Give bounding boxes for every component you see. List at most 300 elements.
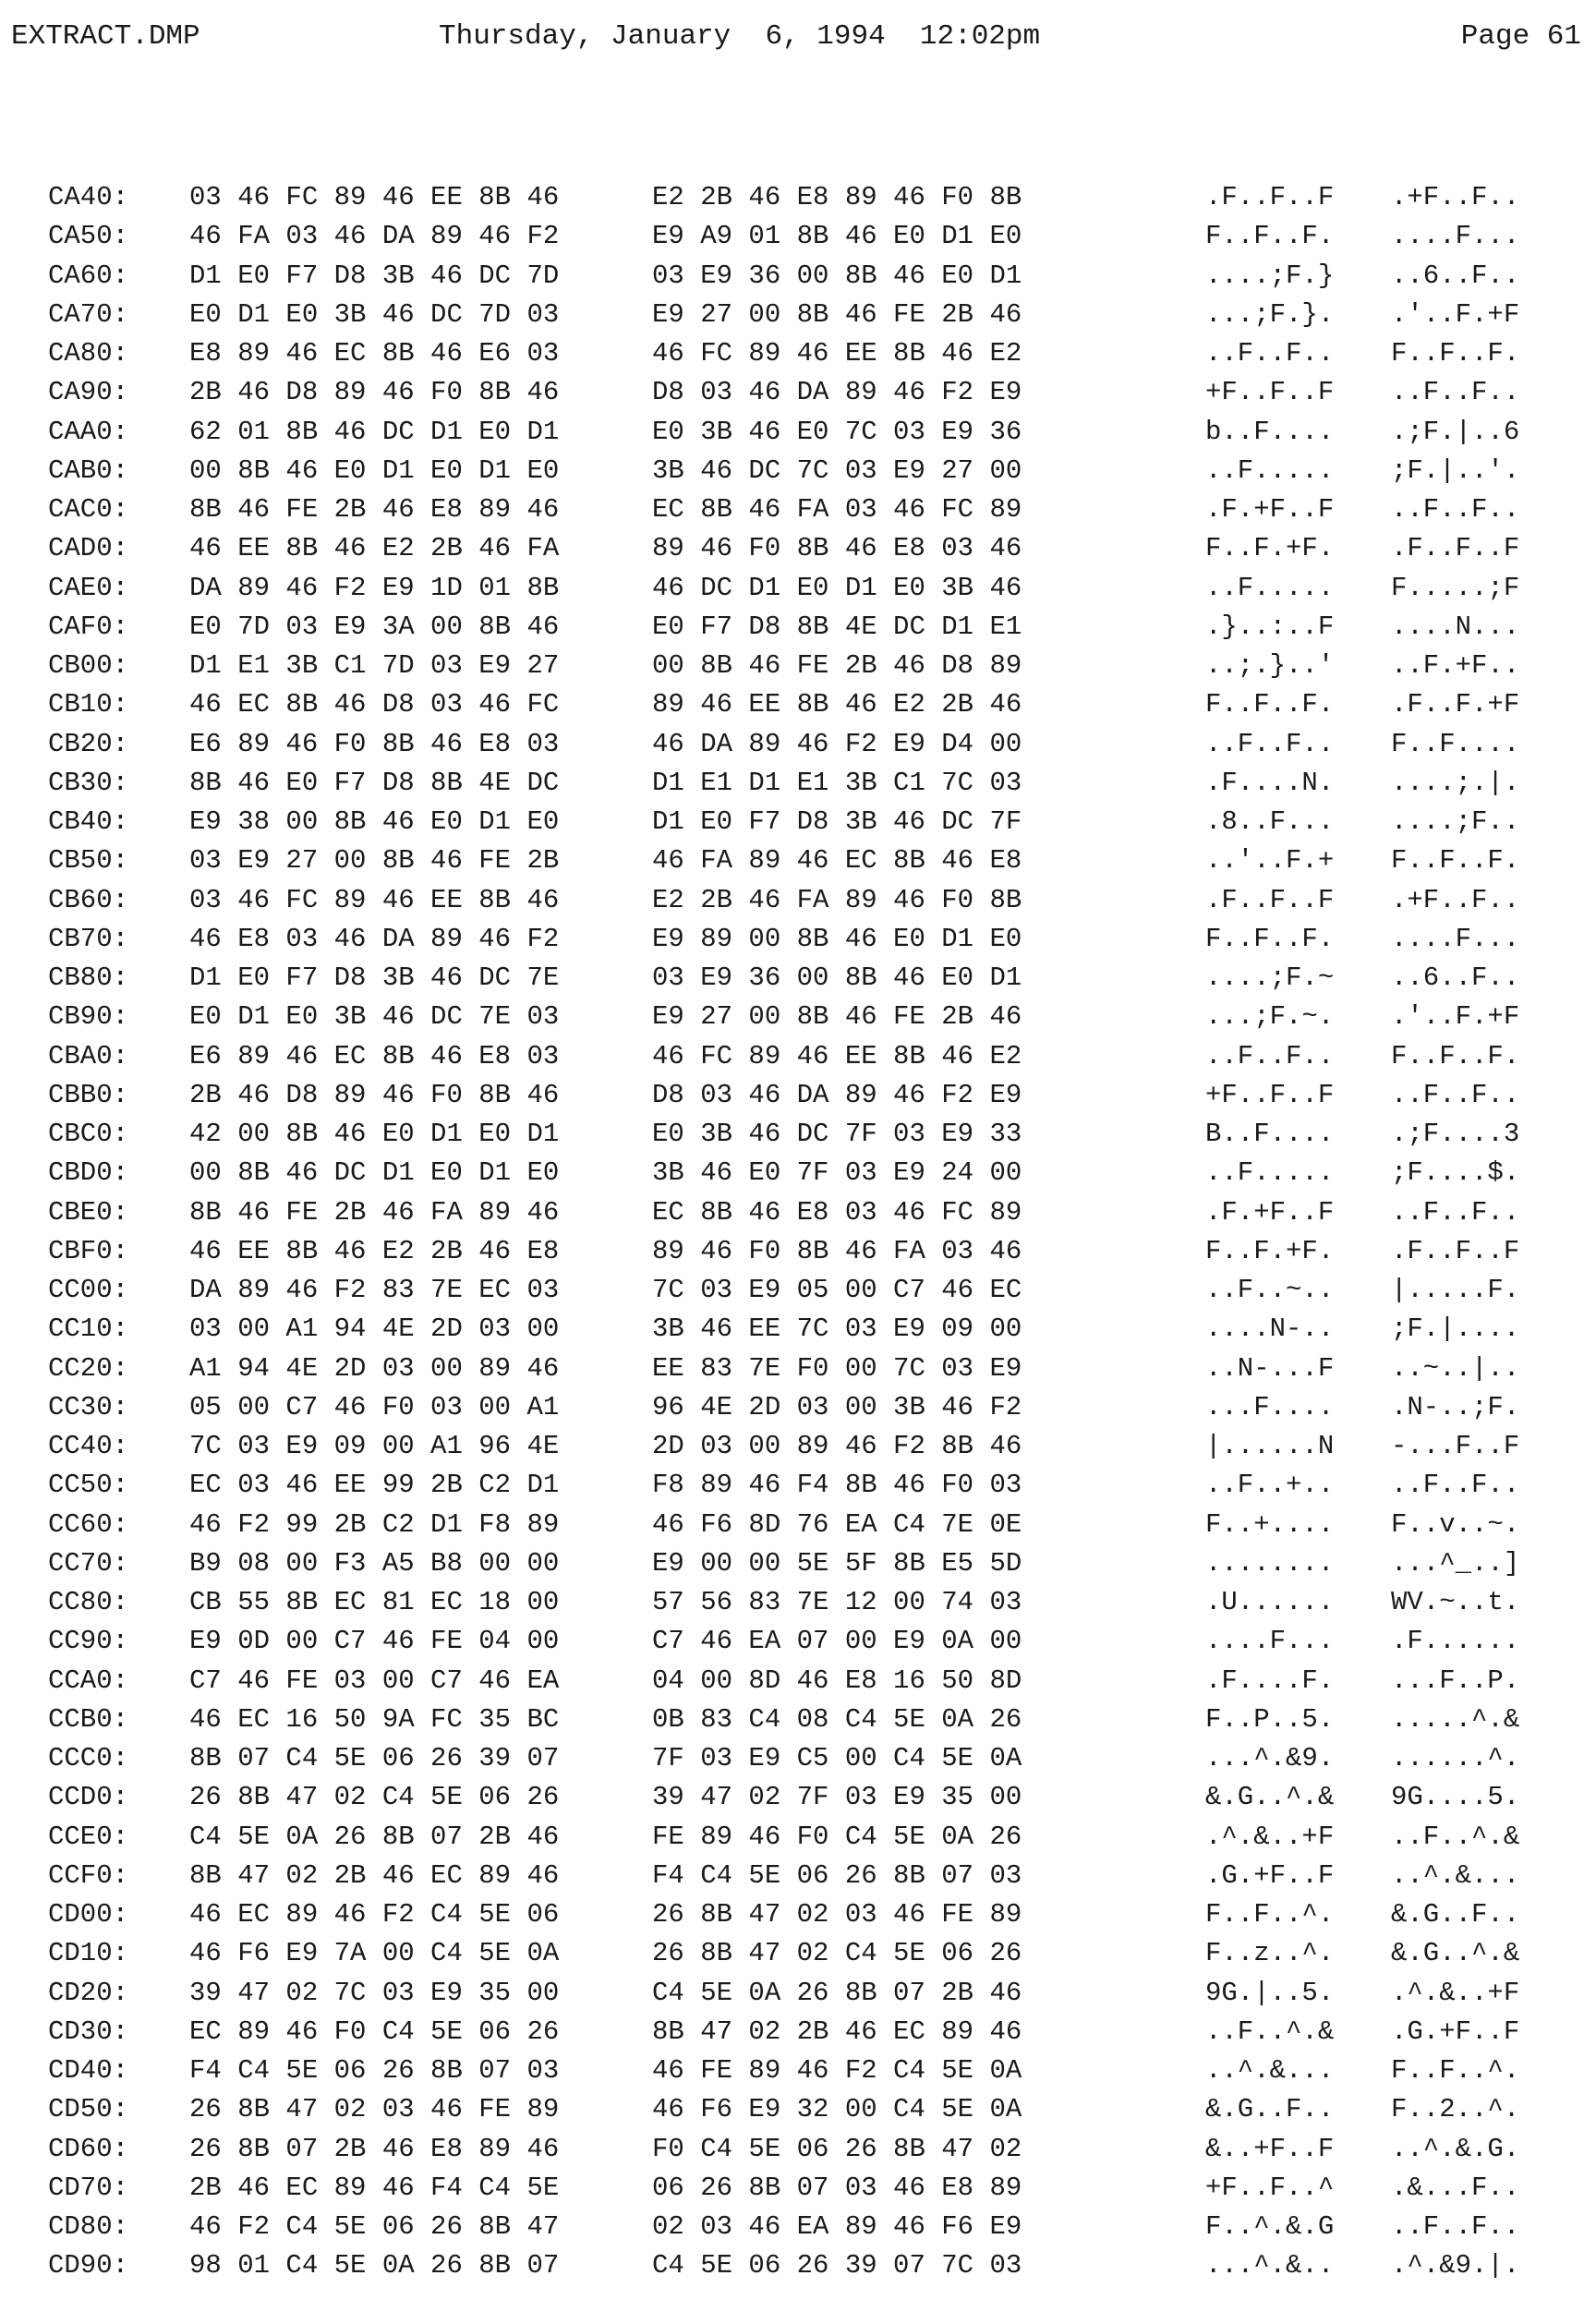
dump-row <box>0 1506 1596 1544</box>
ascii-left: ..F..F.. <box>1205 338 1335 369</box>
hex-bytes-left: 46 F2 99 2B C2 D1 F8 89 <box>189 1508 560 1540</box>
row-address: CAA0: <box>48 416 129 447</box>
ascii-right: ..6..F.. <box>1391 962 1520 993</box>
hex-bytes-left: 8B 46 FE 2B 46 FA 89 46 <box>189 1196 560 1228</box>
ascii-left: ..F..F.. <box>1205 1040 1335 1071</box>
print-datetime: Thursday, January 6, 1994 12:02pm <box>439 20 1041 53</box>
dump-row <box>0 2090 1596 2129</box>
hex-bytes-right: 46 F6 8D 76 EA C4 7E 0E <box>652 1508 1022 1540</box>
row-address: CD80: <box>48 2211 129 2242</box>
row-address: CD00: <box>48 1899 129 1930</box>
hex-bytes-left: 8B 07 C4 5E 06 26 39 07 <box>189 1743 560 1773</box>
row-address: CB10: <box>48 689 129 720</box>
ascii-right: F..F..F. <box>1391 845 1520 877</box>
hex-bytes-right: 7C 03 E9 05 00 C7 46 EC <box>652 1275 1022 1305</box>
hex-bytes-left: 2B 46 D8 89 46 F0 8B 46 <box>189 377 560 408</box>
row-address: CCE0: <box>48 1821 129 1852</box>
dump-row <box>0 2013 1596 2052</box>
hex-bytes-left: E6 89 46 EC 8B 46 E8 03 <box>189 1040 560 1071</box>
hex-bytes-right: 26 8B 47 02 03 46 FE 89 <box>652 1899 1022 1930</box>
ascii-left: ...^.&9. <box>1205 1743 1335 1773</box>
dump-row <box>0 490 1596 529</box>
ascii-right: .G.+F..F <box>1391 2015 1520 2047</box>
row-address: CB80: <box>48 962 129 993</box>
dump-row <box>0 841 1596 880</box>
row-address: CBE0: <box>48 1196 129 1228</box>
ascii-right: .+F..F.. <box>1391 884 1520 915</box>
ascii-left: F..+.... <box>1205 1508 1335 1540</box>
ascii-left: F..F..F. <box>1205 221 1335 252</box>
ascii-right: &.G..F.. <box>1391 1899 1520 1930</box>
ascii-right: ..~..|.. <box>1391 1352 1520 1384</box>
hex-bytes-right: F0 C4 5E 06 26 8B 47 02 <box>652 2133 1022 2164</box>
row-address: CAC0: <box>48 494 129 525</box>
dump-row <box>0 1974 1596 2013</box>
row-address: CBC0: <box>48 1119 129 1149</box>
row-address: CA60: <box>48 260 129 291</box>
row-address: CB40: <box>48 806 129 837</box>
row-address: CB60: <box>48 884 129 915</box>
ascii-left: ..N-...F <box>1205 1352 1335 1384</box>
dump-row <box>0 178 1596 217</box>
hex-bytes-left: 8B 47 02 2B 46 EC 89 46 <box>189 1859 560 1891</box>
ascii-left: .^.&..+F <box>1205 1821 1335 1852</box>
hex-bytes-right: 46 DC D1 E0 D1 E0 3B 46 <box>652 572 1022 603</box>
hex-bytes-right: 96 4E 2D 03 00 3B 46 F2 <box>652 1391 1022 1422</box>
hex-bytes-right: 46 FC 89 46 EE 8B 46 E2 <box>652 338 1022 369</box>
ascii-left: &.G..F.. <box>1205 2094 1335 2125</box>
hex-bytes-right: E0 3B 46 E0 7C 03 E9 36 <box>652 416 1022 447</box>
hex-bytes-left: 26 8B 47 02 03 46 FE 89 <box>189 2094 560 2125</box>
dump-row <box>0 2130 1596 2169</box>
hex-bytes-left: E9 38 00 8B 46 E0 D1 E0 <box>189 806 560 837</box>
hex-bytes-right: E9 27 00 8B 46 FE 2B 46 <box>652 298 1022 330</box>
dump-row <box>0 1818 1596 1857</box>
row-address: CD30: <box>48 2015 129 2047</box>
ascii-left: ........ <box>1205 1547 1335 1579</box>
hex-bytes-right: E2 2B 46 FA 89 46 F0 8B <box>652 884 1022 915</box>
hex-bytes-left: E9 0D 00 C7 46 FE 04 00 <box>189 1626 560 1657</box>
hex-bytes-right: 7F 03 E9 C5 00 C4 5E 0A <box>652 1743 1022 1773</box>
hex-bytes-right: D8 03 46 DA 89 46 F2 E9 <box>652 377 1022 408</box>
dump-row <box>0 1388 1596 1427</box>
hex-bytes-left: 03 E9 27 00 8B 46 FE 2B <box>189 845 560 877</box>
dump-row <box>0 998 1596 1036</box>
ascii-right: ..F..^.& <box>1391 1821 1520 1852</box>
dump-row <box>0 959 1596 998</box>
hex-bytes-right: 00 8B 46 FE 2B 46 D8 89 <box>652 650 1022 681</box>
ascii-right: ;F....$. <box>1391 1157 1520 1189</box>
dump-row <box>0 1154 1596 1192</box>
ascii-left: +F..F..^ <box>1205 2172 1335 2203</box>
hex-bytes-right: FE 89 46 F0 C4 5E 0A 26 <box>652 1821 1022 1852</box>
ascii-left: F..^.&.G <box>1205 2211 1335 2242</box>
row-address: CAD0: <box>48 533 129 564</box>
ascii-left: F..P..5. <box>1205 1703 1335 1735</box>
hex-bytes-left: E6 89 46 F0 8B 46 E8 03 <box>189 728 560 759</box>
dump-row <box>0 1350 1596 1388</box>
hex-bytes-left: 46 E8 03 46 DA 89 46 F2 <box>189 923 560 954</box>
ascii-left: ...^.&.. <box>1205 2250 1335 2282</box>
ascii-right: ....F... <box>1391 221 1520 252</box>
hex-bytes-left: 46 FA 03 46 DA 89 46 F2 <box>189 221 560 252</box>
hex-bytes-right: D1 E1 D1 E1 3B C1 7C 03 <box>652 767 1022 798</box>
row-address: CD50: <box>48 2094 129 2125</box>
ascii-right: F.....;F <box>1391 572 1520 603</box>
hex-bytes-left: CB 55 8B EC 81 EC 18 00 <box>189 1587 560 1617</box>
hex-bytes-left: D1 E0 F7 D8 3B 46 DC 7E <box>189 962 560 993</box>
hex-bytes-right: 46 FC 89 46 EE 8B 46 E2 <box>652 1040 1022 1071</box>
hex-bytes-left: 46 F2 C4 5E 06 26 8B 47 <box>189 2211 560 2242</box>
ascii-left: F..z..^. <box>1205 1938 1335 1969</box>
hex-bytes-left: E0 D1 E0 3B 46 DC 7D 03 <box>189 298 560 330</box>
dump-row <box>0 334 1596 373</box>
dump-row <box>0 373 1596 412</box>
hex-bytes-left: A1 94 4E 2D 03 00 89 46 <box>189 1352 560 1384</box>
ascii-right: ..F..F.. <box>1391 2211 1520 2242</box>
hex-bytes-right: 57 56 83 7E 12 00 74 03 <box>652 1587 1022 1617</box>
hex-bytes-right: C4 5E 06 26 39 07 7C 03 <box>652 2250 1022 2282</box>
ascii-right: .+F..F.. <box>1391 182 1520 212</box>
hex-bytes-right: C7 46 EA 07 00 E9 0A 00 <box>652 1626 1022 1657</box>
dump-row <box>0 1115 1596 1154</box>
dump-row <box>0 1271 1596 1310</box>
dump-row <box>0 257 1596 296</box>
row-address: CD20: <box>48 1977 129 2008</box>
hex-bytes-right: 89 46 F0 8B 46 E8 03 46 <box>652 533 1022 564</box>
ascii-right: 9G....5. <box>1391 1782 1520 1813</box>
row-address: CCC0: <box>48 1743 129 1773</box>
hex-bytes-right: 3B 46 DC 7C 03 E9 27 00 <box>652 454 1022 486</box>
hex-bytes-left: 00 8B 46 DC D1 E0 D1 E0 <box>189 1157 560 1189</box>
row-address: CB70: <box>48 923 129 954</box>
ascii-left: b..F.... <box>1205 416 1335 447</box>
hex-bytes-left: 00 8B 46 E0 D1 E0 D1 E0 <box>189 454 560 486</box>
hex-bytes-right: 8B 47 02 2B 46 EC 89 46 <box>652 2015 1022 2047</box>
row-address: CD60: <box>48 2133 129 2164</box>
row-address: CA40: <box>48 182 129 212</box>
hex-bytes-left: D1 E0 F7 D8 3B 46 DC 7D <box>189 260 560 291</box>
row-address: CC00: <box>48 1275 129 1305</box>
ascii-right: ....F... <box>1391 923 1520 954</box>
hex-bytes-left: 8B 46 FE 2B 46 E8 89 46 <box>189 494 560 525</box>
ascii-left: .U...... <box>1205 1587 1335 1617</box>
row-address: CC90: <box>48 1626 129 1657</box>
ascii-right: .&...F.. <box>1391 2172 1520 2203</box>
ascii-left: ....;F.~ <box>1205 962 1335 993</box>
hex-bytes-right: E9 27 00 8B 46 FE 2B 46 <box>652 1001 1022 1033</box>
ascii-right: .'..F.+F <box>1391 1001 1520 1033</box>
ascii-left: ....N-.. <box>1205 1313 1335 1345</box>
ascii-right: -...F..F <box>1391 1431 1520 1461</box>
hex-bytes-right: 0B 83 C4 08 C4 5E 0A 26 <box>652 1703 1022 1735</box>
ascii-left: ..F..... <box>1205 1157 1335 1189</box>
dump-row <box>0 764 1596 803</box>
hex-bytes-right: 46 DA 89 46 F2 E9 D4 00 <box>652 728 1022 759</box>
hex-bytes-right: D8 03 46 DA 89 46 F2 E9 <box>652 1079 1022 1110</box>
dump-row <box>0 1310 1596 1349</box>
ascii-right: .'..F.+F <box>1391 298 1520 330</box>
dump-row <box>0 2208 1596 2246</box>
ascii-left: &.G..^.& <box>1205 1782 1335 1813</box>
ascii-right: ..F..F.. <box>1391 1196 1520 1228</box>
hex-bytes-left: 03 00 A1 94 4E 2D 03 00 <box>189 1313 560 1345</box>
row-address: CD70: <box>48 2172 129 2203</box>
hex-bytes-right: 04 00 8D 46 E8 16 50 8D <box>652 1664 1022 1696</box>
dump-row <box>0 1232 1596 1271</box>
row-address: CCA0: <box>48 1664 129 1696</box>
ascii-left: B..F.... <box>1205 1119 1335 1149</box>
row-address: CA50: <box>48 221 129 252</box>
dump-row <box>0 1193 1596 1232</box>
hex-bytes-right: 26 8B 47 02 C4 5E 06 26 <box>652 1938 1022 1969</box>
ascii-left: ..F..^.& <box>1205 2015 1335 2047</box>
hex-bytes-right: E9 89 00 8B 46 E0 D1 E0 <box>652 923 1022 954</box>
ascii-left: ...F.... <box>1205 1391 1335 1422</box>
dump-row <box>0 1427 1596 1466</box>
row-address: CBB0: <box>48 1079 129 1110</box>
dump-row <box>0 2169 1596 2208</box>
ascii-left: ....F... <box>1205 1626 1335 1657</box>
hex-bytes-left: 8B 46 E0 F7 D8 8B 4E DC <box>189 767 560 798</box>
ascii-left: ..F..... <box>1205 572 1335 603</box>
hex-bytes-left: DA 89 46 F2 83 7E EC 03 <box>189 1275 560 1305</box>
hex-bytes-right: D1 E0 F7 D8 3B 46 DC 7F <box>652 806 1022 837</box>
ascii-left: ...;F.}. <box>1205 298 1335 330</box>
dump-row <box>0 608 1596 647</box>
ascii-left: ..F..... <box>1205 454 1335 486</box>
ascii-right: ;F.|..'. <box>1391 454 1520 486</box>
row-address: CC50: <box>48 1470 129 1501</box>
ascii-right: ..F.+F.. <box>1391 650 1520 681</box>
dump-row <box>0 1544 1596 1583</box>
hex-bytes-left: 42 00 8B 46 E0 D1 E0 D1 <box>189 1119 560 1149</box>
ascii-right: WV.~..t. <box>1391 1587 1520 1617</box>
ascii-left: ....;F.} <box>1205 260 1335 291</box>
hex-bytes-left: 03 46 FC 89 46 EE 8B 46 <box>189 884 560 915</box>
hex-bytes-right: 03 E9 36 00 8B 46 E0 D1 <box>652 962 1022 993</box>
hex-bytes-right: E9 00 00 5E 5F 8B E5 5D <box>652 1547 1022 1579</box>
row-address: CCF0: <box>48 1859 129 1891</box>
page-number: Page 61 <box>1460 20 1581 53</box>
hex-bytes-right: EC 8B 46 FA 03 46 FC 89 <box>652 494 1022 525</box>
ascii-left: .}..:..F <box>1205 611 1335 642</box>
ascii-right: ..F..F.. <box>1391 377 1520 408</box>
hex-bytes-right: 39 47 02 7F 03 E9 35 00 <box>652 1782 1022 1813</box>
hex-bytes-right: EC 8B 46 E8 03 46 FC 89 <box>652 1196 1022 1228</box>
dump-row <box>0 725 1596 764</box>
ascii-left: +F..F..F <box>1205 1079 1335 1110</box>
row-address: CBA0: <box>48 1040 129 1071</box>
row-address: CD90: <box>48 2250 129 2282</box>
row-address: CB20: <box>48 728 129 759</box>
dump-row <box>0 1934 1596 1973</box>
hex-bytes-right: 46 FA 89 46 EC 8B 46 E8 <box>652 845 1022 877</box>
hex-bytes-left: E8 89 46 EC 8B 46 E6 03 <box>189 338 560 369</box>
hex-bytes-left: 26 8B 47 02 C4 5E 06 26 <box>189 1782 560 1813</box>
row-address: CCD0: <box>48 1782 129 1813</box>
hex-bytes-right: E2 2B 46 E8 89 46 F0 8B <box>652 182 1022 212</box>
dump-row <box>0 803 1596 841</box>
ascii-left: .F..F..F <box>1205 182 1335 212</box>
dump-row <box>0 1739 1596 1778</box>
row-address: CB30: <box>48 767 129 798</box>
hex-bytes-left: F4 C4 5E 06 26 8B 07 03 <box>189 2055 560 2086</box>
hex-bytes-left: B9 08 00 F3 A5 B8 00 00 <box>189 1547 560 1579</box>
hex-bytes-right: 46 FE 89 46 F2 C4 5E 0A <box>652 2055 1022 2086</box>
ascii-right: .;F....3 <box>1391 1119 1520 1149</box>
ascii-right: ..6..F.. <box>1391 260 1520 291</box>
ascii-left: ..F..F.. <box>1205 728 1335 759</box>
hex-bytes-left: 46 EE 8B 46 E2 2B 46 E8 <box>189 1235 560 1266</box>
hex-bytes-left: 2B 46 EC 89 46 F4 C4 5E <box>189 2172 560 2203</box>
dump-row <box>0 529 1596 568</box>
dump-row <box>0 1701 1596 1739</box>
ascii-right: .F..F..F <box>1391 1235 1520 1266</box>
dump-row <box>0 452 1596 490</box>
hex-bytes-left: 46 EC 16 50 9A FC 35 BC <box>189 1703 560 1735</box>
ascii-left: +F..F..F <box>1205 377 1335 408</box>
dump-row <box>0 1662 1596 1701</box>
file-name: EXTRACT.DMP <box>11 20 200 53</box>
dump-row <box>0 1778 1596 1817</box>
dump-row <box>0 2052 1596 2090</box>
ascii-right: F..F..F. <box>1391 1040 1520 1071</box>
ascii-left: F..F.+F. <box>1205 533 1335 564</box>
ascii-right: ..F..F.. <box>1391 1079 1520 1110</box>
hex-bytes-right: E0 F7 D8 8B 4E DC D1 E1 <box>652 611 1022 642</box>
ascii-right: ...F..P. <box>1391 1664 1520 1696</box>
hex-bytes-left: E0 D1 E0 3B 46 DC 7E 03 <box>189 1001 560 1033</box>
hex-bytes-left: D1 E1 3B C1 7D 03 E9 27 <box>189 650 560 681</box>
ascii-left: F..F..^. <box>1205 1899 1335 1930</box>
ascii-right: ......^. <box>1391 1743 1520 1773</box>
ascii-left: .G.+F..F <box>1205 1859 1335 1891</box>
row-address: CAE0: <box>48 572 129 603</box>
ascii-left: .F.+F..F <box>1205 494 1335 525</box>
row-address: CC20: <box>48 1352 129 1384</box>
ascii-left: ..F..~.. <box>1205 1275 1335 1305</box>
row-address: CD40: <box>48 2055 129 2086</box>
hex-bytes-left: 62 01 8B 46 DC D1 E0 D1 <box>189 416 560 447</box>
dump-row <box>0 2246 1596 2285</box>
ascii-right: ....;F.. <box>1391 806 1520 837</box>
row-address: CC70: <box>48 1547 129 1579</box>
ascii-right: .^.&..+F <box>1391 1977 1520 2008</box>
hex-bytes-right: 03 E9 36 00 8B 46 E0 D1 <box>652 260 1022 291</box>
hex-bytes-right: 3B 46 EE 7C 03 E9 09 00 <box>652 1313 1022 1345</box>
ascii-right: &.G..^.& <box>1391 1938 1520 1969</box>
hex-bytes-left: EC 03 46 EE 99 2B C2 D1 <box>189 1470 560 1501</box>
hex-bytes-right: EE 83 7E F0 00 7C 03 E9 <box>652 1352 1022 1384</box>
row-address: CAF0: <box>48 611 129 642</box>
hex-bytes-left: 7C 03 E9 09 00 A1 96 4E <box>189 1431 560 1461</box>
row-address: CC10: <box>48 1313 129 1345</box>
ascii-left: |......N <box>1205 1431 1335 1461</box>
ascii-right: .....^.& <box>1391 1703 1520 1735</box>
dump-row <box>0 1466 1596 1505</box>
ascii-right: ..F..F.. <box>1391 494 1520 525</box>
ascii-left: ..'..F.+ <box>1205 845 1335 877</box>
ascii-right: F..F..^. <box>1391 2055 1520 2086</box>
row-address: CBD0: <box>48 1157 129 1189</box>
ascii-left: ..;.}..' <box>1205 650 1335 681</box>
page-header <box>11 20 1581 67</box>
ascii-right: ..^.&... <box>1391 1859 1520 1891</box>
hex-bytes-right: C4 5E 0A 26 8B 07 2B 46 <box>652 1977 1022 2008</box>
ascii-right: .F...... <box>1391 1626 1520 1657</box>
ascii-left: .F....N. <box>1205 767 1335 798</box>
row-address: CC60: <box>48 1508 129 1540</box>
hex-bytes-left: 46 F6 E9 7A 00 C4 5E 0A <box>189 1938 560 1969</box>
hex-bytes-right: F4 C4 5E 06 26 8B 07 03 <box>652 1859 1022 1891</box>
ascii-right: F..F..F. <box>1391 338 1520 369</box>
hex-bytes-right: E0 3B 46 DC 7F 03 E9 33 <box>652 1119 1022 1149</box>
ascii-right: ..^.&.G. <box>1391 2133 1520 2164</box>
hex-bytes-left: 05 00 C7 46 F0 03 00 A1 <box>189 1391 560 1422</box>
hex-bytes-right: 89 46 EE 8B 46 E2 2B 46 <box>652 689 1022 720</box>
hex-bytes-left: 46 EE 8B 46 E2 2B 46 FA <box>189 533 560 564</box>
hex-bytes-left: 39 47 02 7C 03 E9 35 00 <box>189 1977 560 2008</box>
row-address: CA70: <box>48 298 129 330</box>
row-address: CCB0: <box>48 1703 129 1735</box>
ascii-right: .^.&9.|. <box>1391 2250 1520 2282</box>
hex-bytes-left: DA 89 46 F2 E9 1D 01 8B <box>189 572 560 603</box>
dump-row <box>0 1583 1596 1622</box>
hex-bytes-right: 02 03 46 EA 89 46 F6 E9 <box>652 2211 1022 2242</box>
hex-bytes-left: 46 EC 89 46 F2 C4 5E 06 <box>189 1899 560 1930</box>
hex-bytes-right: 2D 03 00 89 46 F2 8B 46 <box>652 1431 1022 1461</box>
row-address: CAB0: <box>48 454 129 486</box>
hex-bytes-right: 46 F6 E9 32 00 C4 5E 0A <box>652 2094 1022 2125</box>
ascii-left: &..+F..F <box>1205 2133 1335 2164</box>
ascii-right: |.....F. <box>1391 1275 1520 1305</box>
ascii-left: .F.+F..F <box>1205 1196 1335 1228</box>
ascii-right: F..F.... <box>1391 728 1520 759</box>
hex-bytes-right: F8 89 46 F4 8B 46 F0 03 <box>652 1470 1022 1501</box>
ascii-right: .N-..;F. <box>1391 1391 1520 1422</box>
row-address: CB00: <box>48 650 129 681</box>
hex-bytes-left: 46 EC 8B 46 D8 03 46 FC <box>189 689 560 720</box>
dump-row <box>0 1037 1596 1076</box>
ascii-left: .F....F. <box>1205 1664 1335 1696</box>
ascii-right: F..2..^. <box>1391 2094 1520 2125</box>
hex-dump <box>0 178 1596 2286</box>
ascii-right: ....N... <box>1391 611 1520 642</box>
hex-bytes-left: E0 7D 03 E9 3A 00 8B 46 <box>189 611 560 642</box>
ascii-right: .;F.|..6 <box>1391 416 1520 447</box>
ascii-left: .8..F... <box>1205 806 1335 837</box>
dump-row <box>0 1622 1596 1661</box>
ascii-left: ..F..+.. <box>1205 1470 1335 1501</box>
ascii-right: ;F.|.... <box>1391 1313 1520 1345</box>
hex-bytes-left: 03 46 FC 89 46 EE 8B 46 <box>189 182 560 212</box>
row-address: CC30: <box>48 1391 129 1422</box>
ascii-left: .F..F..F <box>1205 884 1335 915</box>
dump-row <box>0 413 1596 452</box>
row-address: CC80: <box>48 1587 129 1617</box>
ascii-left: ..^.&... <box>1205 2055 1335 2086</box>
ascii-right: .F..F..F <box>1391 533 1520 564</box>
dump-row <box>0 1857 1596 1895</box>
hex-bytes-left: C4 5E 0A 26 8B 07 2B 46 <box>189 1821 560 1852</box>
ascii-left: F..F.+F. <box>1205 1235 1335 1266</box>
hex-bytes-left: C7 46 FE 03 00 C7 46 EA <box>189 1664 560 1696</box>
row-address: CA90: <box>48 377 129 408</box>
dump-row <box>0 1076 1596 1115</box>
dump-row <box>0 685 1596 724</box>
hex-bytes-right: 06 26 8B 07 03 46 E8 89 <box>652 2172 1022 2203</box>
